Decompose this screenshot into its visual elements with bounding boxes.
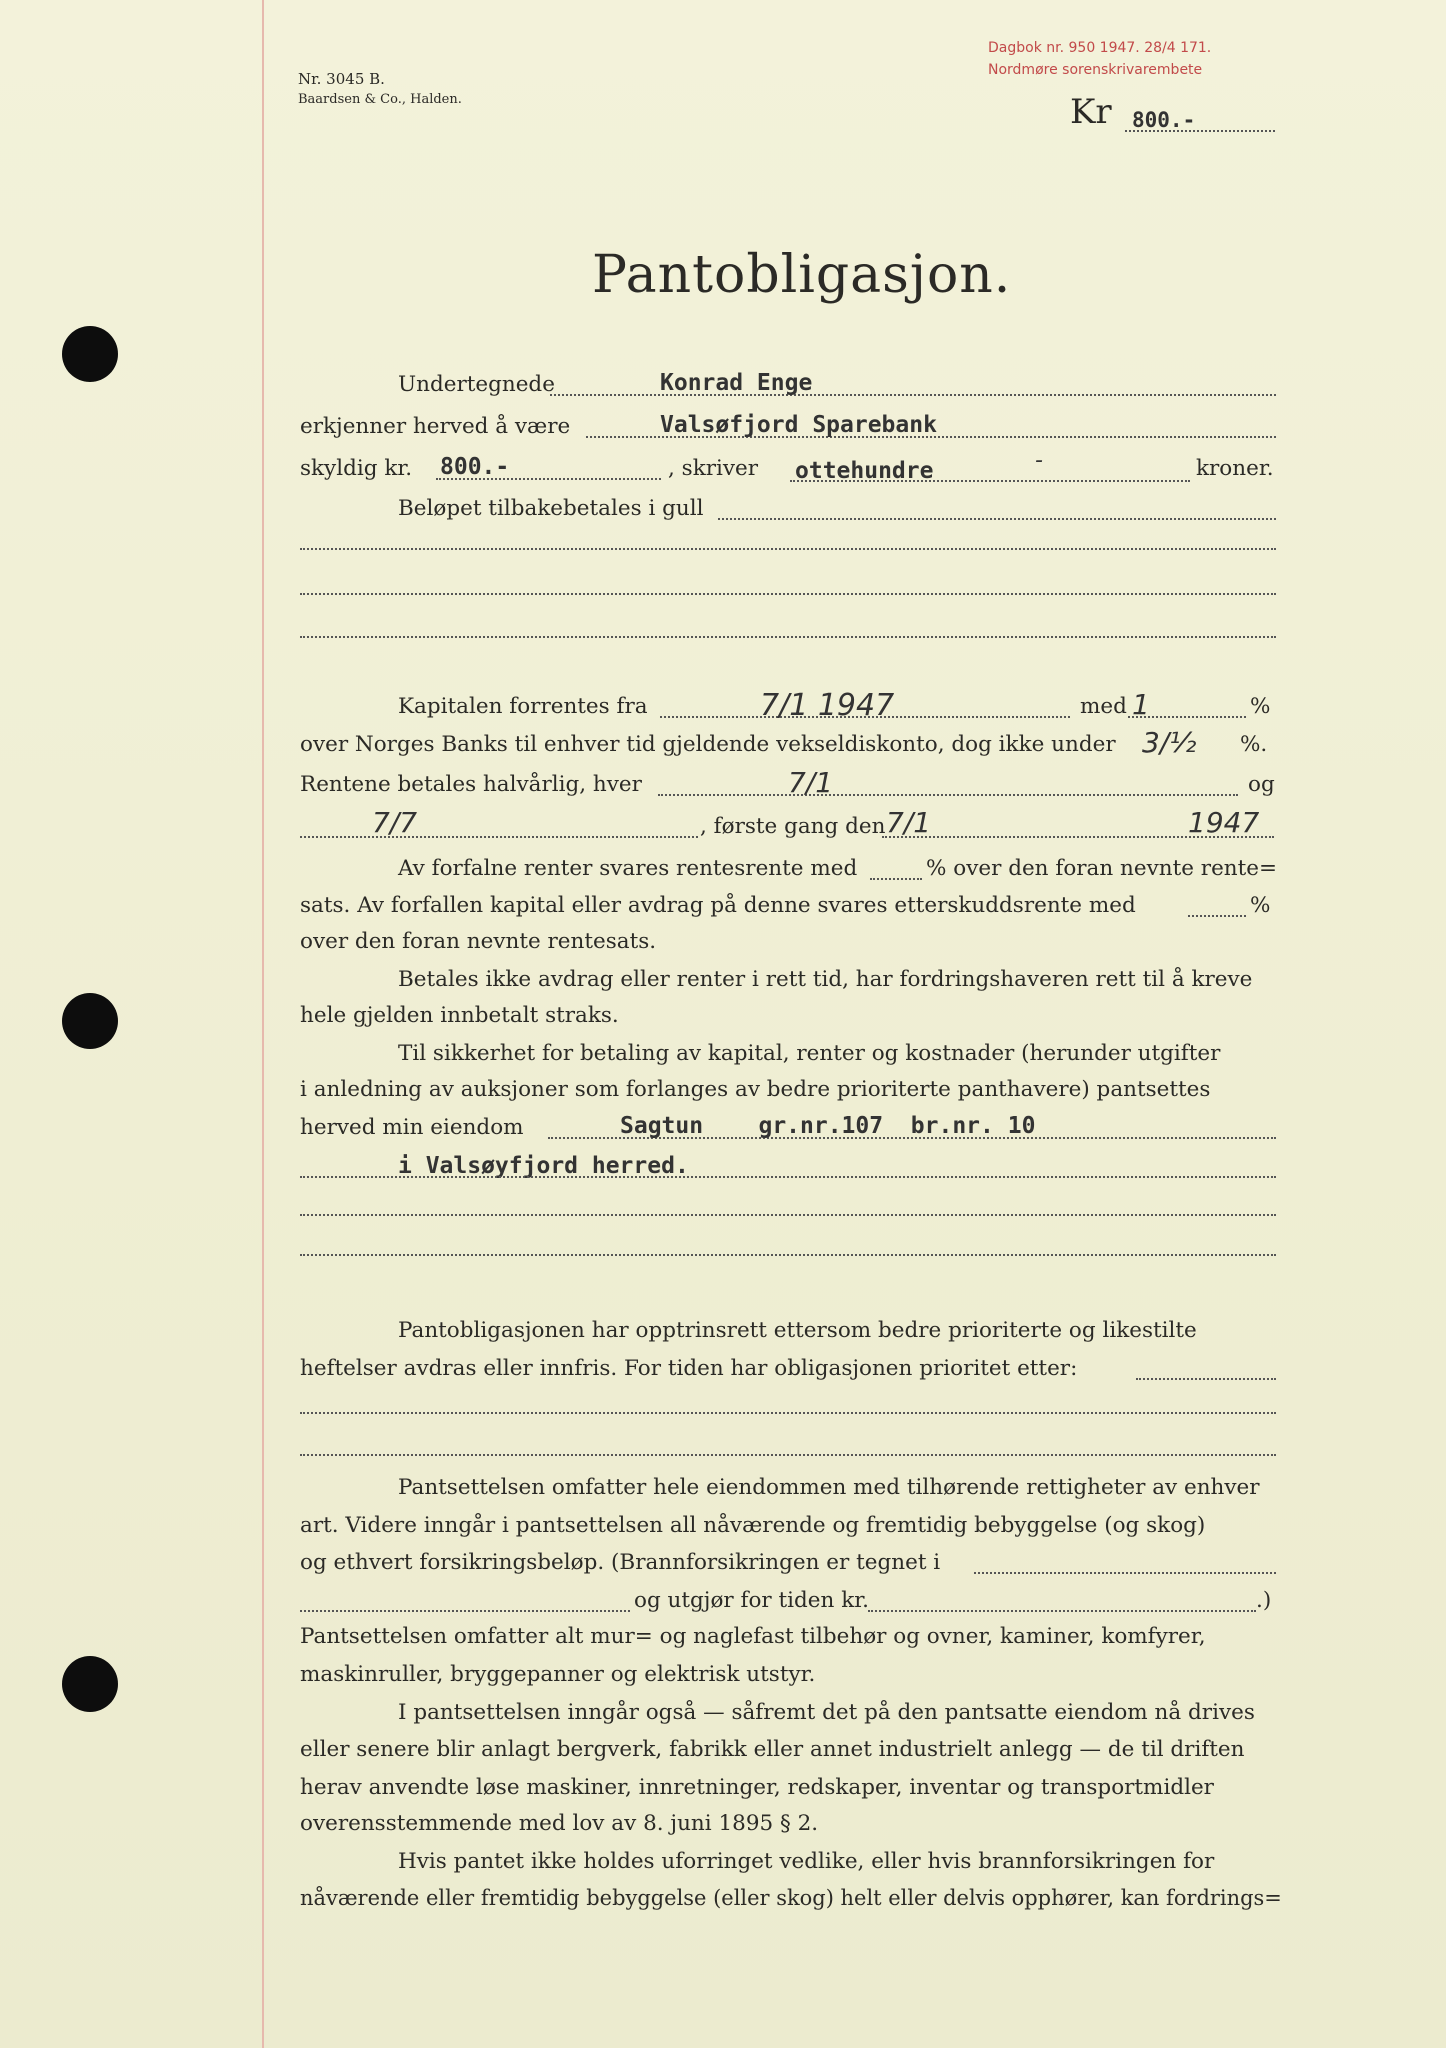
- rentene-label: Rentene betales halvårlig, hver: [300, 772, 642, 797]
- punch-hole: [62, 993, 118, 1049]
- dotted-line: [870, 878, 922, 880]
- blank-dotted-line: [300, 636, 1276, 638]
- payment-date-1: 7/1: [788, 766, 834, 799]
- office-stamp: Nordmøre sorenskrivarembete: [988, 62, 1203, 78]
- paragraph-text: i anledning av auksjoner som forlanges av bedre prioriterte panthavere) pantsettes: [300, 1077, 1211, 1102]
- dotted-line: [300, 836, 698, 838]
- minimum-rate: 3/½: [1142, 726, 1197, 759]
- punch-hole: [62, 326, 118, 382]
- blank-dotted-line: [300, 1254, 1276, 1256]
- interest-rate: 1: [1132, 688, 1150, 721]
- margin-line: [262, 0, 264, 2048]
- debtor-name: Konrad Enge: [660, 370, 813, 396]
- paragraph-text: nåværende eller fremtidig bebyggelse (eller skog) helt eller delvis opphører, kan fordrings=: [300, 1886, 1282, 1911]
- dotted-line: [1188, 915, 1246, 917]
- erkjenner-label: erkjenner herved å være: [300, 414, 571, 439]
- paragraph-text: %: [1250, 893, 1271, 918]
- diary-stamp: Dagbok nr. 950 1947. 28/4 171.: [988, 40, 1212, 56]
- paragraph-text: Pantsettelsen omfatter hele eiendommen med tilhørende rettigheter av enhver: [398, 1475, 1260, 1500]
- document-title: Pantobligasjon.: [592, 245, 1012, 305]
- first-payment-date: 7/1: [886, 806, 932, 839]
- norges-text: over Norges Banks til enhver tid gjeldende vekseldiskonto, dog ikke under: [300, 732, 1116, 757]
- paragraph-text: maskinruller, bryggepanner og elektrisk utstyr.: [300, 1662, 816, 1687]
- percent-sign: %.: [1240, 732, 1268, 757]
- paragraph-text: % over den foran nevnte rente=: [926, 856, 1278, 881]
- paragraph-text: Betales ikke avdrag eller renter i rett tid, har fordringshaveren rett til å kreve: [398, 967, 1253, 992]
- debt-amount: 800.-: [440, 454, 510, 480]
- property-description: Sagtun gr.nr.107 br.nr. 10: [620, 1113, 1036, 1139]
- interest-start-date: 7/1 1947: [760, 688, 895, 723]
- kr-dotted-line: [1125, 130, 1275, 132]
- property-district: i Valsøyfjord herred.: [398, 1153, 689, 1179]
- paragraph-text: Hvis pantet ikke holdes uforringet vedlike, eller hvis brannforsikringen for: [398, 1849, 1215, 1874]
- blank-dotted-line: [300, 1412, 1276, 1414]
- undertegnede-label: Undertegnede: [398, 372, 555, 397]
- gull-label: Beløpet tilbakebetales i gull: [398, 496, 704, 521]
- dotted-line: [974, 1572, 1276, 1574]
- paragraph-text: sats. Av forfallen kapital eller avdrag på denne svares etterskuddsrente med: [300, 893, 1136, 918]
- blank-dotted-line: [300, 1176, 1276, 1178]
- paragraph-text: .): [1256, 1588, 1272, 1613]
- percent-sign: %: [1250, 694, 1271, 719]
- printer-name: Baardsen & Co., Halden.: [298, 92, 462, 107]
- form-number: Nr. 3045 B.: [298, 70, 385, 88]
- dotted-line: [550, 394, 1276, 396]
- dotted-line: [718, 518, 1276, 520]
- kr-label: Kr: [1070, 92, 1112, 132]
- paragraph-text: art. Videre inngår i pantsettelsen all nåværende og fremtidig bebyggelse (og skog): [300, 1513, 1206, 1538]
- paragraph-text: Pantsettelsen omfatter alt mur= og naglefast tilbehør og ovner, kaminer, komfyrer,: [300, 1624, 1206, 1649]
- amount-in-words: ottehundre: [795, 458, 934, 484]
- paragraph-text: og utgjør for tiden kr.: [634, 1588, 869, 1613]
- paragraph-text: herved min eiendom: [300, 1115, 524, 1140]
- punch-hole: [62, 1656, 118, 1712]
- kr-amount: 800.-: [1132, 108, 1196, 132]
- paragraph-text: I pantsettelsen inngår også — såfremt det på den pantsatte eiendom nå drives: [398, 1700, 1255, 1725]
- dotted-line: [790, 480, 1190, 482]
- dotted-line: [300, 1610, 630, 1612]
- med-label: med: [1080, 694, 1127, 719]
- dotted-line: [1128, 716, 1246, 718]
- dotted-line: [1136, 1378, 1276, 1380]
- paragraph-text: over den foran nevnte rentesats.: [300, 929, 657, 954]
- dash-mark: -: [1035, 448, 1043, 473]
- dotted-line: [436, 478, 661, 480]
- paragraph-text: heftelser avdras eller innfris. For tiden har obligasjonen prioritet etter:: [300, 1356, 1078, 1381]
- paragraph-text: Av forfalne renter svares rentesrente med: [398, 856, 858, 881]
- skyldig-label: skyldig kr.: [300, 456, 413, 481]
- blank-dotted-line: [300, 1214, 1276, 1216]
- paragraph-text: overensstemmende med lov av 8. juni 1895 § 2.: [300, 1811, 819, 1836]
- paragraph-text: eller senere blir anlagt bergverk, fabrikk eller annet industrielt anlegg — de til driften: [300, 1737, 1245, 1762]
- paragraph-text: Pantobligasjonen har opptrinsrett ettersom bedre prioriterte og likestilte: [398, 1318, 1197, 1343]
- forste-label: , første gang den: [700, 814, 886, 839]
- first-payment-year: 1947: [1188, 806, 1260, 839]
- dotted-line: [658, 794, 1238, 796]
- payment-date-2: 7/7: [372, 806, 418, 839]
- paragraph-text: og ethvert forsikringsbeløp. (Brannforsikringen er tegnet i: [300, 1550, 941, 1575]
- paragraph-text: hele gjelden innbetalt straks.: [300, 1003, 619, 1028]
- paragraph-text: Til sikkerhet for betaling av kapital, renter og kostnader (herunder utgifter: [398, 1041, 1221, 1066]
- blank-dotted-line: [300, 593, 1276, 595]
- blank-dotted-line: [300, 1454, 1276, 1456]
- paragraph-text: herav anvendte løse maskiner, innretninger, redskaper, inventar og transportmidler: [300, 1775, 1214, 1800]
- og-label: og: [1248, 772, 1275, 797]
- dotted-line: [868, 1610, 1256, 1612]
- skriver-label: , skriver: [668, 456, 759, 481]
- blank-dotted-line: [300, 548, 1276, 550]
- creditor-name: Valsøfjord Sparebank: [660, 412, 937, 438]
- kroner-label: kroner.: [1196, 456, 1274, 481]
- kapital-label: Kapitalen forrentes fra: [398, 694, 648, 719]
